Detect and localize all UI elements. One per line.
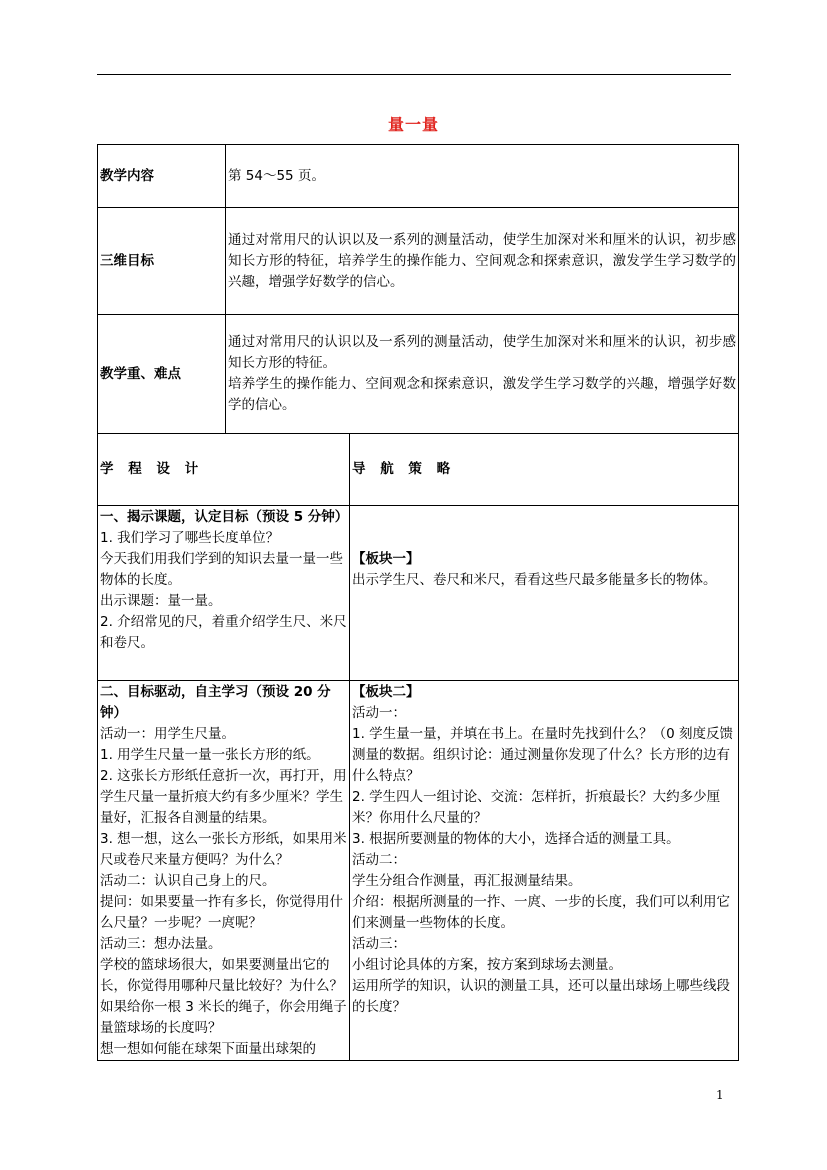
info-table [97,144,739,434]
info-label: 教学内容 [98,145,226,208]
plan-header-row [98,434,739,506]
header-rule [97,74,731,75]
plan-table [97,433,739,1061]
info-content: 通过对常用尺的认识以及一系列的测量活动，使学生加深对米和厘米的认识，初步感知长方形的特征。 培养学生的操作能力、空间观念和探索意识，激发学生学习数学的兴趣，增强学好数学的信心。 [226,315,739,434]
section2-right: 【板块二】 活动一： 1. 学生量一量，并填在书上。在量时先找到什么？（0 刻度反馈测量的数据。组织讨论：通过测量你发现了什么？长方形的边有什么特点？ 2. 学生四人一组讨论、交流：怎样折，折痕最长？大约多少厘米？你用什么尺量的？ 3. 根据所要测量的物体的大小，选择合适的测量工具。 活动二： 学生分组合作测量，再汇报测量结果。 介绍：根据所测量的一拃、一庹、一步的长度，我们可以利用它们来测量一些物体的长度。 活动三： 小组讨论具体的方案，按方案到球场去测量。 运用所学的知识，认识的测量工具，还可以量出球场上哪些线段的长度？ [350,681,739,1061]
page-number: 1 [716,1088,724,1102]
page-title: 量一量 [387,115,439,134]
plan-section-2 [98,681,739,1061]
info-content: 第 54～55 页。 [226,145,739,208]
info-label: 教学重、难点 [98,315,226,434]
section1-left: 一、揭示课题，认定目标（预设 5 分钟） 1. 我们学习了哪些长度单位？ 今天我们用我们学到的知识去量一量一些物体的长度。 出示课题：量一量。 2. 介绍常见的尺，着重介绍学生尺、米尺和卷尺。 [98,506,350,681]
info-row-goals [98,208,739,315]
plan-header-right: 导 航 策 略 [350,434,739,506]
section1-right: 【板块一】 出示学生尺、卷尺和米尺，看看这些尺最多能量多长的物体。 [350,506,739,681]
info-row-content [98,145,739,208]
info-row-keypoints [98,315,739,434]
plan-section-1 [98,506,739,681]
info-content: 通过对常用尺的认识以及一系列的测量活动，使学生加深对米和厘米的认识，初步感知长方形的特征，培养学生的操作能力、空间观念和探索意识，激发学生学习数学的兴趣，增强学好数学的信心。 [226,208,739,315]
plan-header-left: 学 程 设 计 [98,434,350,506]
info-label: 三维目标 [98,208,226,315]
section2-left: 二、目标驱动，自主学习（预设 20 分钟） 活动一：用学生尺量。 1. 用学生尺量一量一张长方形的纸。 2. 这张长方形纸任意折一次，再打开，用学生尺量一量折痕大约有多少厘米？学生量好，汇报各自测量的结果。 3. 想一想，这么一张长方形纸，如果用米尺或卷尺来量方便吗？为什么？ 活动二：认识自己身上的尺。 提问：如果要量一拃有多长，你觉得用什么尺量？一步呢？一庹呢？ 活动三：想办法量。 学校的篮球场很大，如果要测量出它的长，你觉得用哪种尺量比较好？为什么？ 如果给你一根 3 米长的绳子，你会用绳子量篮球场的长度吗？ 想一想如何能在球架下面量出球架的 [98,681,350,1061]
